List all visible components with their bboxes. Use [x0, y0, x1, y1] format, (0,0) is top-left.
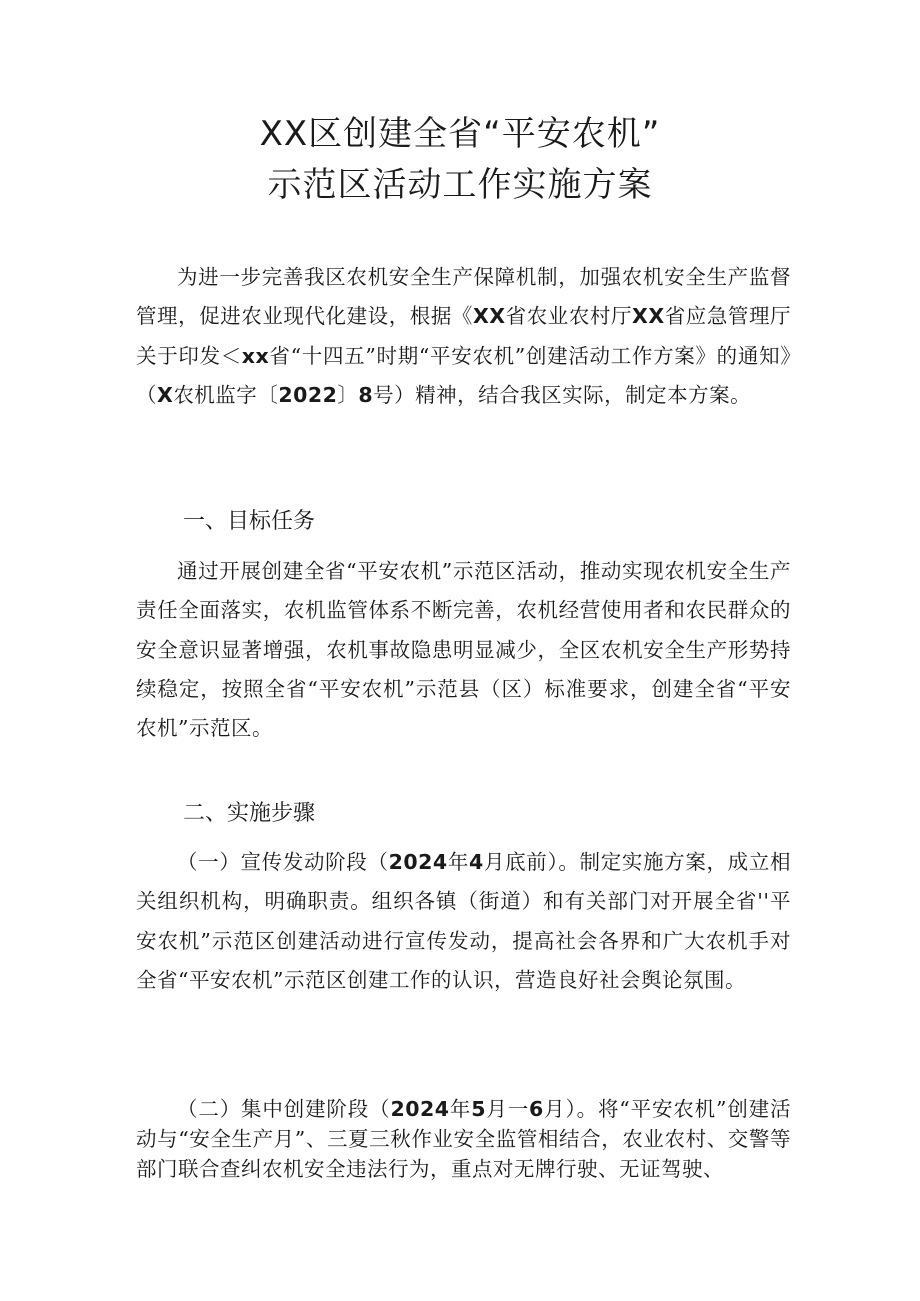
- document-title-line-1: XX区创建全省“平安农机”: [259, 114, 661, 154]
- document-title-line-2: 示范区活动工作实施方案: [267, 165, 653, 205]
- goals-paragraph: 通过开展创建全省“平安农机”示范区活动，推动实现农机安全生产责任全面落实，农机监管体系不断完善，农机经营使用者和农民群众的安全意识显著增强，农机事故隐患明显减少，全区农机安全生产形势持续稳定，按照全省“平安农机”示范县（区）标准要求，创建全省“平安农机”示范区。: [136, 559, 791, 741]
- step-1-paragraph: （一）宣传发动阶段（2024年4月底前）。制定实施方案，成立相关组织机构，明确职责。组织各镇（街道）和有关部门对开展全省''平安农机”示范区创建活动进行宣传发动，提高社会各界和广大农机手对全省“平安农机”示范区创建工作的认识，营造良好社会舆论氛围。: [136, 850, 792, 992]
- section-heading-goals: 一、目标任务: [183, 509, 316, 534]
- intro-paragraph: 为进一步完善我区农机安全生产保障机制，加强农机安全生产监督管理，促进农业现代化建设，根据《XX省农业农村厅XX省应急管理厅关于印发＜xx省“十四五”时期“平安农机”创建活动工作方案》的通知》（X农机监字〔2022〕8号）精神，结合我区实际，制定本方案。: [136, 265, 792, 407]
- section-heading-steps: 二、实施步骤: [183, 801, 316, 826]
- step-2-paragraph: （二）集中创建阶段（2024年5月一6月）。将“平安农机”创建活动与“安全生产月”、三夏三秋作业安全监管相结合，农业农村、交警等部门联合查纠农机安全违法行为，重点对无牌行驶、无证驾驶、: [136, 1097, 792, 1181]
